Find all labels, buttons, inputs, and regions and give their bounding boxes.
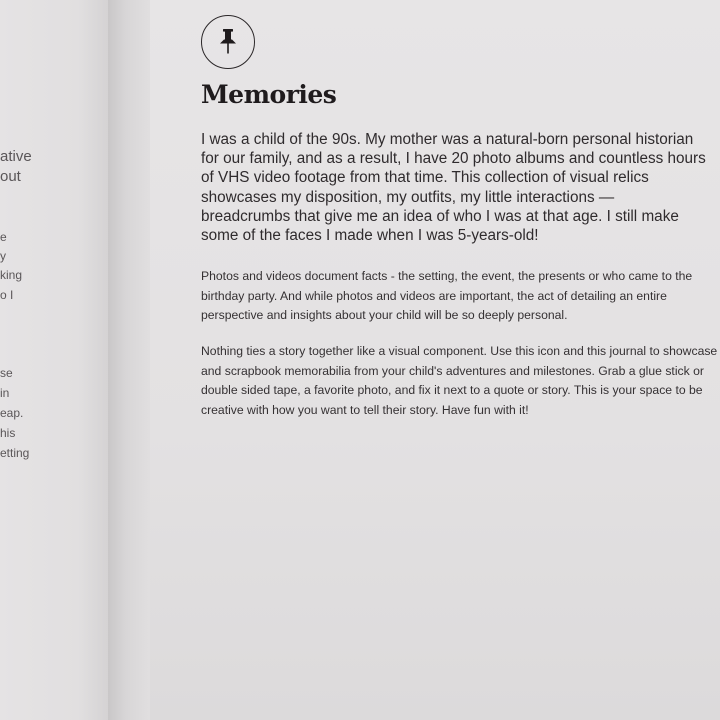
left-page bbox=[0, 0, 112, 720]
body-paragraph: Nothing ties a story together like a visual component. Use this icon and this journal to showcase and scrapbook memorabilia from your child's adventures and milestones. Grab a glue stick or double sided tape, a favorite photo, and fix it next to a quote or story. This is your space to be creative with how you want to tell their story. Have fun with it! bbox=[201, 344, 718, 417]
left-text-fragment: eap. bbox=[0, 406, 24, 420]
section-heading: Memories bbox=[201, 80, 337, 109]
left-text-fragment: his bbox=[0, 426, 16, 440]
body-paragraph: Photos and videos document facts - the setting, the event, the presents or who came to the birthday party. And while photos and videos are important, the act of detailing an entire perspective and insights about your child will be so deeply personal. bbox=[201, 269, 693, 322]
left-text-fragment: in bbox=[0, 386, 10, 400]
left-text-fragment: e bbox=[0, 230, 7, 244]
left-text-fragment: y bbox=[0, 249, 6, 263]
left-text-fragment: etting bbox=[0, 446, 30, 460]
pushpin-icon bbox=[201, 15, 255, 69]
lead-paragraph: I was a child of the 90s. My mother was a natural-born personal historian for our family, and as a result, I have 20 photo albums and countless hours of VHS video footage from that time. This collection of visual relics showcases my disposition, my outfits, my little interactions — breadcrumbs that give me an idea of who I was at that age. I still make some of the faces I made when I was 5-years-old! bbox=[201, 131, 706, 245]
left-text-fragment: out bbox=[0, 168, 21, 185]
left-text-fragment: o I bbox=[0, 288, 14, 302]
left-text-fragment: ative bbox=[0, 148, 32, 165]
left-text-fragment: king bbox=[0, 268, 23, 282]
left-text-fragment: se bbox=[0, 366, 13, 380]
